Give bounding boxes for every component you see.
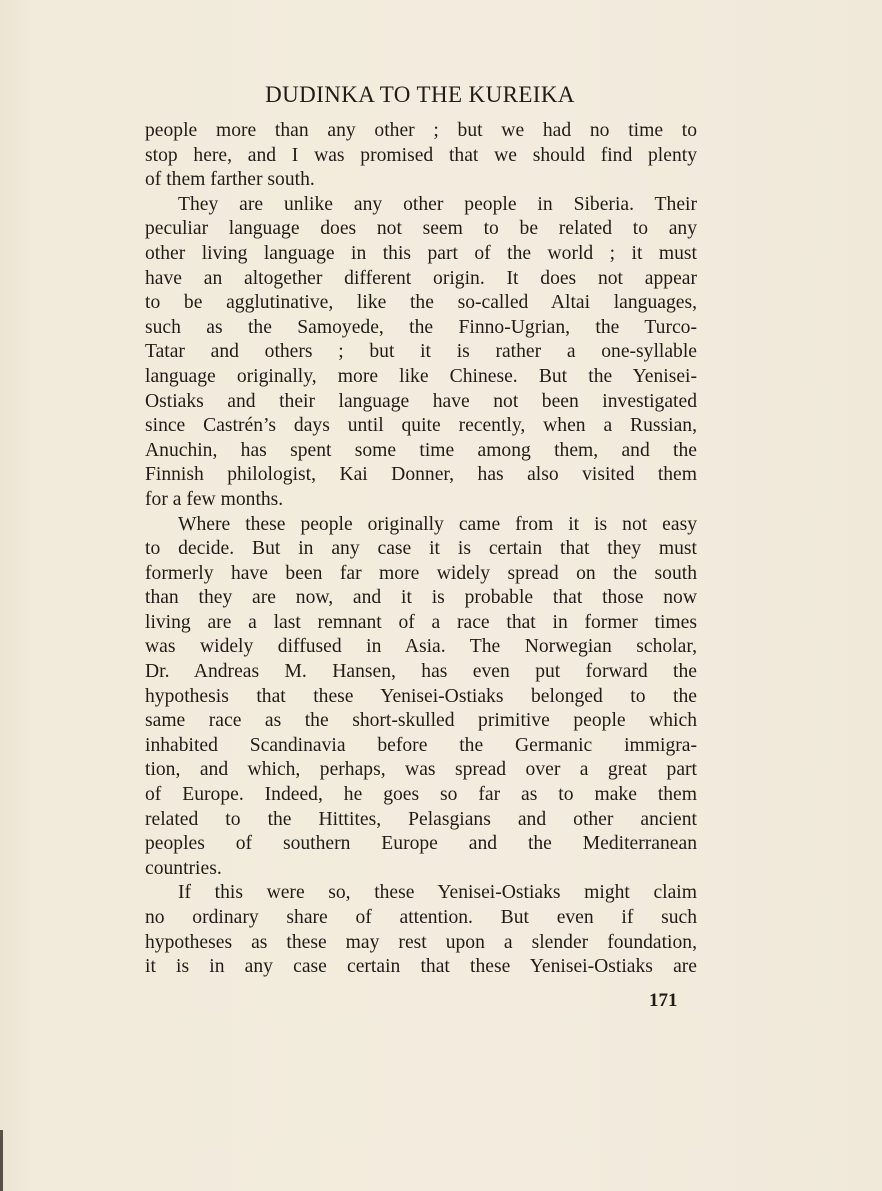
text-line: If this were so, these Yenisei-Ostiaks might claim xyxy=(178,882,697,904)
text-line: tion, and which, perhaps, was spread over a great part xyxy=(145,759,697,781)
text-line: was widely diffused in Asia. The Norwegian scholar, xyxy=(145,636,697,658)
text-line: formerly have been far more widely spread on the south xyxy=(145,562,697,584)
text-line: Dr. Andreas M. Hansen, has even put forward the xyxy=(145,661,697,683)
text-line: inhabited Scandinavia before the Germanic immigra- xyxy=(145,734,697,756)
text-line: for a few months. xyxy=(145,488,284,510)
text-line: living are a last remnant of a race that in former times xyxy=(145,611,697,633)
text-line: Ostiaks and their language have not been investigated xyxy=(145,390,697,412)
text-line: stop here, and I was promised that we should find plenty xyxy=(145,144,697,166)
text-line: peoples of southern Europe and the Mediterranean xyxy=(145,833,697,855)
text-line: no ordinary share of attention. But even if such xyxy=(145,907,697,928)
text-line: Anuchin, has spent some time among them, and the xyxy=(145,439,697,461)
text-line: They are unlike any other people in Siberia. Their xyxy=(178,193,697,215)
text-line: Tatar and others ; but it is rather a one-syllable xyxy=(145,341,697,363)
text-line: it is in any case certain that these Yenisei-Ostiaks are xyxy=(145,956,697,978)
text-line: have an altogether different origin. It does not appear xyxy=(145,267,697,289)
text-line: since Castrén’s days until quite recently, when a Russian, xyxy=(145,415,697,437)
text-line: peculiar language does not seem to be related to any xyxy=(145,218,697,240)
text-line: related to the Hittites, Pelasgians and other ancient xyxy=(145,808,697,830)
text-line: to decide. But in any case it is certain that they must xyxy=(145,538,697,560)
text-line: countries. xyxy=(145,857,222,879)
page-number: 171 xyxy=(649,990,678,1011)
text-line: hypotheses as these may rest upon a slender foundation, xyxy=(145,931,697,953)
text-line: than they are now, and it is probable that those now xyxy=(145,587,697,609)
text-line: to be agglutinative, like the so-called Altai languages, xyxy=(145,292,697,314)
text-line: such as the Samoyede, the Finno-Ugrian, the Turco- xyxy=(145,316,697,338)
body-text xyxy=(145,119,697,980)
text-line: language originally, more like Chinese. But the Yenisei- xyxy=(145,365,697,387)
text-line: other living language in this part of the world ; it must xyxy=(145,242,697,264)
text-line: people more than any other ; but we had no time to xyxy=(145,120,697,141)
text-line: Finnish philologist, Kai Donner, has also visited them xyxy=(145,464,697,486)
text-line: Where these people originally came from it is not easy xyxy=(178,513,697,535)
binding-edge xyxy=(0,1130,3,1191)
running-head: DUDINKA TO THE KUREIKA xyxy=(265,82,575,107)
text-line: of Europe. Indeed, he goes so far as to make them xyxy=(145,784,697,806)
text-line: same race as the short-skulled primitive people which xyxy=(145,710,697,732)
text-line: of them farther south. xyxy=(145,169,315,191)
text-line: hypothesis that these Yenisei-Ostiaks belonged to the xyxy=(145,685,697,707)
